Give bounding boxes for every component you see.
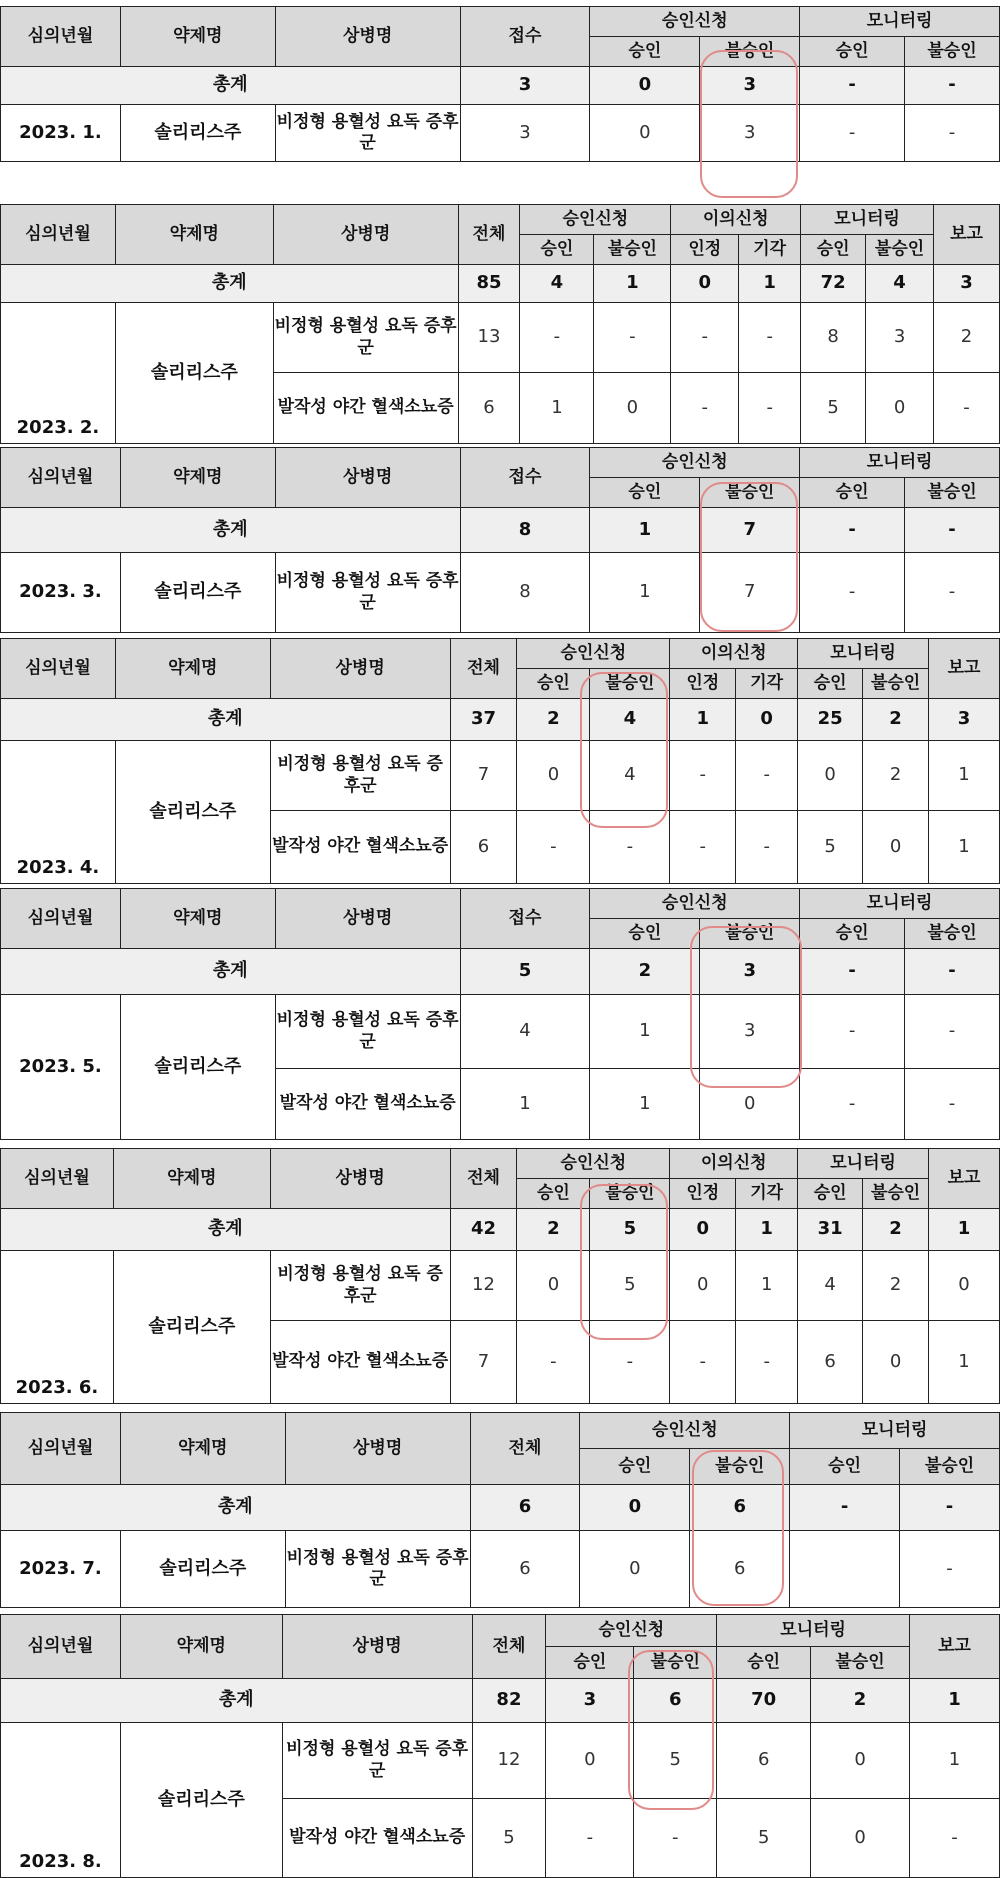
review-date: 2023. 8. — [1, 1723, 121, 1878]
value-cell: 0 — [811, 1723, 910, 1799]
header-drug: 약제명 — [113, 1149, 270, 1209]
value-cell: 6 — [470, 1531, 580, 1608]
total-cell: 2 — [517, 1209, 590, 1251]
drug-name: 솔리리스주 — [120, 1723, 282, 1878]
header-total: 전체 — [450, 1149, 517, 1209]
total-cell: 70 — [717, 1679, 811, 1723]
value-cell: 6 — [798, 1321, 863, 1404]
value-cell: 4 — [590, 741, 670, 811]
total-cell: 31 — [798, 1209, 863, 1251]
total-cell: 37 — [450, 699, 517, 741]
header-monitoring: 모니터링 — [798, 639, 929, 669]
total-cell: 6 — [634, 1679, 717, 1723]
value-cell: 3 — [700, 105, 800, 162]
header-total: 전체 — [458, 205, 520, 265]
value-cell: - — [670, 741, 736, 811]
value-cell: 0 — [798, 741, 863, 811]
value-cell: 0 — [929, 1251, 1000, 1321]
total-label: 총계 — [1, 699, 451, 741]
value-cell: 1 — [929, 1321, 1000, 1404]
value-cell: - — [905, 553, 1000, 633]
value-cell: 2 — [863, 1251, 929, 1321]
header-received: 접수 — [460, 7, 590, 67]
value-cell: - — [736, 1321, 798, 1404]
total-cell: 4 — [590, 699, 670, 741]
header-review-month: 심의년월 — [1, 448, 121, 508]
header-monitor-rejected: 불승인 — [905, 37, 1000, 67]
total-cell: 5 — [590, 1209, 670, 1251]
header-monitor-approved: 승인 — [790, 1449, 900, 1485]
value-cell: - — [590, 1321, 670, 1404]
header-approved: 승인 — [517, 1179, 590, 1209]
value-cell: - — [905, 1069, 1000, 1140]
header-monitor-rejected: 불승인 — [863, 1179, 929, 1209]
value-cell: 5 — [472, 1799, 546, 1878]
value-cell: - — [546, 1799, 634, 1878]
table-2023-03 — [0, 447, 1000, 633]
value-cell: 0 — [546, 1723, 634, 1799]
value-cell: 1 — [590, 553, 700, 633]
header-approved: 승인 — [546, 1647, 634, 1679]
value-cell: 0 — [863, 1321, 929, 1404]
value-cell: 13 — [458, 303, 520, 373]
value-cell: 0 — [700, 1069, 800, 1140]
value-cell: 1 — [736, 1251, 798, 1321]
total-cell: 72 — [801, 265, 866, 303]
total-cell: 3 — [700, 949, 800, 995]
header-review-month: 심의년월 — [1, 1615, 121, 1679]
header-disease: 상병명 — [285, 1413, 470, 1485]
total-cell: 0 — [671, 265, 739, 303]
value-cell: 0 — [866, 373, 934, 444]
review-date: 2023. 3. — [1, 553, 121, 633]
value-cell: - — [634, 1799, 717, 1878]
header-rejected: 불승인 — [590, 669, 670, 699]
value-cell: - — [739, 303, 801, 373]
total-cell: 1 — [594, 265, 671, 303]
total-cell: 2 — [863, 1209, 929, 1251]
total-cell: 0 — [736, 699, 798, 741]
total-cell: - — [790, 1485, 900, 1531]
total-cell: 1 — [739, 265, 801, 303]
header-disease: 상병명 — [270, 1149, 450, 1209]
value-cell: 0 — [517, 1251, 590, 1321]
value-cell: - — [910, 1799, 1000, 1878]
value-cell: 4 — [798, 1251, 863, 1321]
drug-name: 솔리리스주 — [120, 553, 275, 633]
disease-name: 비정형 용혈성 요독 증후군 — [275, 105, 460, 162]
total-cell: 2 — [517, 699, 590, 741]
value-cell: - — [590, 811, 670, 884]
header-monitor-approved: 승인 — [798, 669, 863, 699]
value-cell: - — [900, 1531, 1000, 1608]
header-dismissed: 기각 — [736, 1179, 798, 1209]
total-cell: 25 — [798, 699, 863, 741]
disease-name: 발작성 야간 혈색소뇨증 — [282, 1799, 472, 1878]
total-cell: - — [800, 67, 905, 105]
value-cell: 0 — [670, 1251, 736, 1321]
value-cell: 3 — [866, 303, 934, 373]
header-monitoring: 모니터링 — [800, 889, 1000, 919]
total-cell: 3 — [546, 1679, 634, 1723]
header-monitoring: 모니터링 — [801, 205, 934, 235]
header-drug: 약제명 — [120, 448, 275, 508]
disease-name: 비정형 용혈성 요독 증후군 — [273, 303, 458, 373]
table-2023-05 — [0, 888, 1000, 1140]
header-dismissed: 기각 — [739, 235, 801, 265]
total-label: 총계 — [1, 265, 459, 303]
value-cell: 1 — [929, 741, 1000, 811]
total-cell: 4 — [520, 265, 594, 303]
value-cell: 8 — [460, 553, 590, 633]
disease-name: 비정형 용혈성 요독 증후군 — [282, 1723, 472, 1799]
disease-name: 비정형 용혈성 요독 증후군 — [285, 1531, 470, 1608]
total-label: 총계 — [1, 1485, 471, 1531]
header-review-month: 심의년월 — [1, 1149, 114, 1209]
value-cell: - — [594, 303, 671, 373]
value-cell: 0 — [811, 1799, 910, 1878]
value-cell: - — [670, 811, 736, 884]
total-cell: 1 — [590, 508, 700, 553]
header-report: 보고 — [929, 639, 1000, 699]
value-cell: 1 — [520, 373, 594, 444]
value-cell: 3 — [460, 105, 590, 162]
header-disease: 상병명 — [270, 639, 450, 699]
header-monitor-rejected: 불승인 — [905, 919, 1000, 949]
header-approved: 승인 — [580, 1449, 690, 1485]
value-cell: - — [800, 1069, 905, 1140]
total-label: 총계 — [1, 67, 461, 105]
value-cell: - — [671, 373, 739, 444]
header-disease: 상병명 — [275, 448, 460, 508]
table-2023-08 — [0, 1614, 1000, 1878]
table-2023-04 — [0, 638, 1000, 884]
table-2023-02 — [0, 204, 1000, 444]
value-cell: - — [934, 373, 1000, 444]
header-rejected: 불승인 — [700, 478, 800, 508]
table-2023-07 — [0, 1412, 1000, 1608]
value-cell: 0 — [594, 373, 671, 444]
drug-name: 솔리리스주 — [115, 741, 270, 884]
total-cell: 82 — [472, 1679, 546, 1723]
review-date: 2023. 1. — [1, 105, 121, 162]
total-cell: - — [800, 949, 905, 995]
value-cell: 0 — [590, 105, 700, 162]
review-date: 2023. 4. — [1, 741, 116, 884]
header-monitoring: 모니터링 — [800, 7, 1000, 37]
value-cell: 4 — [460, 995, 590, 1069]
value-cell: 3 — [700, 995, 800, 1069]
header-objection: 이의신청 — [671, 205, 801, 235]
total-cell: 2 — [590, 949, 700, 995]
table-2023-01 — [0, 6, 1000, 162]
header-approved: 승인 — [590, 37, 700, 67]
value-cell: 1 — [590, 1069, 700, 1140]
header-received: 접수 — [460, 448, 590, 508]
value-cell: 7 — [700, 553, 800, 633]
header-review-month: 심의년월 — [1, 1413, 121, 1485]
header-drug: 약제명 — [120, 889, 275, 949]
total-cell: - — [800, 508, 905, 553]
header-objection: 이의신청 — [670, 639, 798, 669]
header-review-month: 심의년월 — [1, 639, 116, 699]
value-cell: 5 — [590, 1251, 670, 1321]
header-disease: 상병명 — [275, 7, 460, 67]
header-rejected: 불승인 — [594, 235, 671, 265]
total-cell: 0 — [580, 1485, 690, 1531]
value-cell — [790, 1531, 900, 1608]
review-date: 2023. 6. — [1, 1251, 114, 1404]
header-approved: 승인 — [590, 478, 700, 508]
value-cell: 6 — [458, 373, 520, 444]
total-label: 총계 — [1, 1679, 473, 1723]
value-cell: 5 — [634, 1723, 717, 1799]
header-report: 보고 — [910, 1615, 1000, 1679]
value-cell: - — [905, 105, 1000, 162]
header-rejected: 불승인 — [590, 1179, 670, 1209]
header-approved: 승인 — [590, 919, 700, 949]
total-cell: 2 — [811, 1679, 910, 1723]
header-monitor-rejected: 불승인 — [863, 669, 929, 699]
header-approval-request: 승인신청 — [517, 639, 670, 669]
value-cell: - — [520, 303, 594, 373]
header-rejected: 불승인 — [690, 1449, 790, 1485]
drug-name: 솔리리스주 — [120, 995, 275, 1140]
total-label: 총계 — [1, 1209, 451, 1251]
value-cell: - — [739, 373, 801, 444]
header-drug: 약제명 — [115, 639, 270, 699]
value-cell: 6 — [450, 811, 517, 884]
header-rejected: 불승인 — [634, 1647, 717, 1679]
value-cell: 6 — [717, 1723, 811, 1799]
value-cell: - — [517, 811, 590, 884]
header-accepted: 인정 — [670, 1179, 736, 1209]
value-cell: 1 — [929, 811, 1000, 884]
value-cell: 2 — [934, 303, 1000, 373]
total-cell: 5 — [460, 949, 590, 995]
header-received: 접수 — [460, 889, 590, 949]
header-approval-request: 승인신청 — [546, 1615, 717, 1647]
disease-name: 발작성 야간 혈색소뇨증 — [270, 811, 450, 884]
header-drug: 약제명 — [120, 1413, 285, 1485]
value-cell: 12 — [472, 1723, 546, 1799]
value-cell: 5 — [798, 811, 863, 884]
header-total: 전체 — [470, 1413, 580, 1485]
disease-name: 비정형 용혈성 요독 증후군 — [275, 995, 460, 1069]
header-report: 보고 — [934, 205, 1000, 265]
header-approved: 승인 — [517, 669, 590, 699]
header-total: 전체 — [472, 1615, 546, 1679]
total-cell: 4 — [866, 265, 934, 303]
review-date: 2023. 7. — [1, 1531, 121, 1608]
total-label: 총계 — [1, 949, 461, 995]
drug-name: 솔리리스주 — [120, 105, 275, 162]
value-cell: 7 — [450, 741, 517, 811]
table-2023-06 — [0, 1148, 1000, 1404]
header-monitor-approved: 승인 — [800, 478, 905, 508]
header-disease: 상병명 — [273, 205, 458, 265]
header-drug: 약제명 — [115, 205, 273, 265]
value-cell: 5 — [717, 1799, 811, 1878]
header-objection: 이의신청 — [670, 1149, 798, 1179]
header-disease: 상병명 — [282, 1615, 472, 1679]
total-cell: 85 — [458, 265, 520, 303]
total-cell: 2 — [863, 699, 929, 741]
total-cell: 0 — [590, 67, 700, 105]
header-monitoring: 모니터링 — [717, 1615, 910, 1647]
value-cell: - — [736, 811, 798, 884]
value-cell: - — [800, 105, 905, 162]
total-cell: 3 — [929, 699, 1000, 741]
header-approval-request: 승인신청 — [520, 205, 671, 235]
value-cell: - — [905, 995, 1000, 1069]
total-cell: 1 — [670, 699, 736, 741]
value-cell: 1 — [590, 995, 700, 1069]
header-dismissed: 기각 — [736, 669, 798, 699]
total-cell: - — [905, 67, 1000, 105]
header-monitor-rejected: 불승인 — [866, 235, 934, 265]
value-cell: - — [800, 995, 905, 1069]
header-approved: 승인 — [520, 235, 594, 265]
disease-name: 비정형 용혈성 요독 증후군 — [270, 741, 450, 811]
value-cell: 0 — [580, 1531, 690, 1608]
value-cell: 1 — [910, 1723, 1000, 1799]
value-cell: 0 — [517, 741, 590, 811]
disease-name: 비정형 용혈성 요독 증후군 — [270, 1251, 450, 1321]
header-monitor-rejected: 불승인 — [900, 1449, 1000, 1485]
header-accepted: 인정 — [671, 235, 739, 265]
header-monitor-rejected: 불승인 — [811, 1647, 910, 1679]
header-approval-request: 승인신청 — [590, 889, 800, 919]
value-cell: - — [671, 303, 739, 373]
value-cell: 6 — [690, 1531, 790, 1608]
value-cell: - — [670, 1321, 736, 1404]
total-cell: 6 — [690, 1485, 790, 1531]
header-drug: 약제명 — [120, 7, 275, 67]
header-approval-request: 승인신청 — [590, 448, 800, 478]
drug-name: 솔리리스주 — [113, 1251, 270, 1404]
header-monitoring: 모니터링 — [798, 1149, 929, 1179]
header-monitor-rejected: 불승인 — [905, 478, 1000, 508]
value-cell: 7 — [450, 1321, 517, 1404]
total-cell: 3 — [460, 67, 590, 105]
disease-name: 비정형 용혈성 요독 증후군 — [275, 553, 460, 633]
total-cell: - — [905, 949, 1000, 995]
drug-name: 솔리리스주 — [115, 303, 273, 444]
header-review-month: 심의년월 — [1, 889, 121, 949]
header-monitor-approved: 승인 — [717, 1647, 811, 1679]
header-approval-request: 승인신청 — [590, 7, 800, 37]
value-cell: 5 — [801, 373, 866, 444]
review-date: 2023. 2. — [1, 303, 116, 444]
header-drug: 약제명 — [120, 1615, 282, 1679]
total-cell: 8 — [460, 508, 590, 553]
total-cell: - — [900, 1485, 1000, 1531]
value-cell: - — [800, 553, 905, 633]
header-approval-request: 승인신청 — [517, 1149, 670, 1179]
value-cell: 12 — [450, 1251, 517, 1321]
header-rejected: 불승인 — [700, 919, 800, 949]
total-cell: 3 — [934, 265, 1000, 303]
total-cell: 0 — [670, 1209, 736, 1251]
value-cell: - — [517, 1321, 590, 1404]
total-cell: 3 — [700, 67, 800, 105]
total-cell: 7 — [700, 508, 800, 553]
review-date: 2023. 5. — [1, 995, 121, 1140]
value-cell: 2 — [863, 741, 929, 811]
header-monitor-approved: 승인 — [798, 1179, 863, 1209]
total-cell: 1 — [736, 1209, 798, 1251]
total-cell: 1 — [929, 1209, 1000, 1251]
header-review-month: 심의년월 — [1, 205, 116, 265]
header-approval-request: 승인신청 — [580, 1413, 790, 1449]
header-total: 전체 — [450, 639, 517, 699]
drug-name: 솔리리스주 — [120, 1531, 285, 1608]
value-cell: 8 — [801, 303, 866, 373]
disease-name: 발작성 야간 혈색소뇨증 — [275, 1069, 460, 1140]
value-cell: - — [736, 741, 798, 811]
value-cell: 1 — [460, 1069, 590, 1140]
header-monitor-approved: 승인 — [800, 37, 905, 67]
total-cell: 42 — [450, 1209, 517, 1251]
total-cell: 6 — [470, 1485, 580, 1531]
disease-name: 발작성 야간 혈색소뇨증 — [270, 1321, 450, 1404]
header-monitoring: 모니터링 — [790, 1413, 1000, 1449]
value-cell: 0 — [863, 811, 929, 884]
total-cell: 1 — [910, 1679, 1000, 1723]
header-monitor-approved: 승인 — [801, 235, 866, 265]
header-review-month: 심의년월 — [1, 7, 121, 67]
total-label: 총계 — [1, 508, 461, 553]
header-disease: 상병명 — [275, 889, 460, 949]
total-cell: - — [905, 508, 1000, 553]
header-rejected: 불승인 — [700, 37, 800, 67]
header-monitor-approved: 승인 — [800, 919, 905, 949]
disease-name: 발작성 야간 혈색소뇨증 — [273, 373, 458, 444]
header-monitoring: 모니터링 — [800, 448, 1000, 478]
header-accepted: 인정 — [670, 669, 736, 699]
header-report: 보고 — [929, 1149, 1000, 1209]
